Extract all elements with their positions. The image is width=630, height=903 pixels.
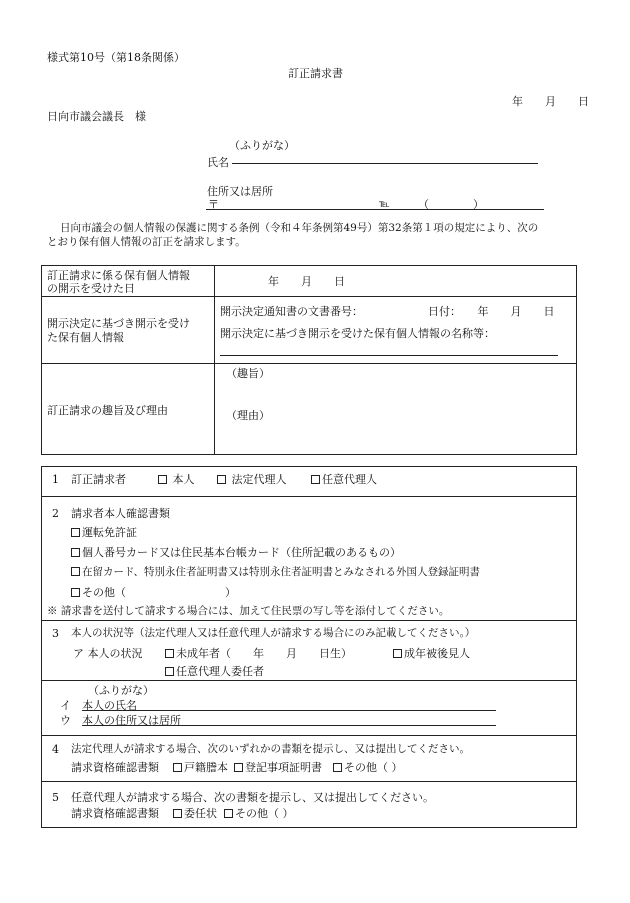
principal-status-label: 本人の状況等（法定代理人又は任意代理人が請求する場合にのみ記載してください。） xyxy=(71,627,476,639)
furigana-label: （ふりがな） xyxy=(229,139,295,152)
checkbox-icon[interactable] xyxy=(173,809,182,818)
voluntary-rep-docs-label: 請求資格確認書類 xyxy=(71,807,159,820)
checkbox-icon[interactable] xyxy=(217,475,226,484)
table2-row-separator xyxy=(41,496,577,497)
disclosure-date-label: 訂正請求に係る保有個人情報 xyxy=(47,269,190,282)
table2-row-separator xyxy=(41,620,577,621)
principal-name-field[interactable] xyxy=(82,710,496,711)
item-i-mark: イ xyxy=(60,699,71,712)
address-field[interactable] xyxy=(206,209,544,210)
reason-field[interactable]: （理由） xyxy=(226,409,270,422)
identity-docs-label: 請求者本人確認書類 xyxy=(71,507,170,520)
requester-self-option[interactable]: 本人 xyxy=(158,474,195,485)
section-3-number: 3 xyxy=(52,627,59,640)
table2-row-separator xyxy=(41,680,577,681)
doc-family-register[interactable]: 戸籍謄本 xyxy=(173,762,228,773)
address-label: 住所又は居所 xyxy=(207,185,273,198)
section-2-number: 2 xyxy=(52,507,59,520)
disclosed-info-name-label: 開示決定に基づき開示を受けた保有個人情報の名称等： xyxy=(220,327,495,340)
disclosed-info-label: た保有個人情報 xyxy=(47,331,124,344)
checkbox-icon[interactable] xyxy=(173,763,182,772)
disclosed-info-label: 開示決定に基づき開示を受け xyxy=(47,317,190,330)
section-1-number: 1 xyxy=(52,473,59,486)
doc-voluntary-rep-other[interactable]: その他（ ） xyxy=(224,808,294,819)
checkbox-icon[interactable] xyxy=(158,475,167,484)
mail-request-note: ※ 請求書を送付して請求する場合には、加えて住民票の写し等を添付してください。 xyxy=(47,605,450,617)
id-doc-drivers-license[interactable]: 運転免許証 xyxy=(71,527,137,538)
intro-line-2: とおり保有個人情報の訂正を請求します。 xyxy=(47,236,246,248)
checkbox-icon[interactable] xyxy=(71,567,80,576)
requester-label: 訂正請求者 xyxy=(71,473,126,486)
id-doc-other[interactable]: その他（ ） xyxy=(71,587,236,598)
checkbox-icon[interactable] xyxy=(71,528,80,537)
section-5-number: 5 xyxy=(52,791,59,804)
legal-rep-docs-instruction: 法定代理人が請求する場合、次のいずれかの書類を提示し、又は提出してください。 xyxy=(71,743,470,755)
table2-row-separator xyxy=(41,735,577,736)
doc-power-of-attorney[interactable]: 委任状 xyxy=(173,808,217,819)
tel-paren: （ ） xyxy=(418,198,484,211)
postal-mark: 〒 xyxy=(208,198,219,211)
intro-line-1: 日向市議会の個人情報の保護に関する条例（令和４年条例第49号）第32条第１項の規定により、次の xyxy=(60,222,539,234)
table1-row-separator xyxy=(41,363,577,364)
principal-address-label: 本人の住所又は居所 xyxy=(82,714,181,727)
principal-address-field[interactable] xyxy=(82,725,496,726)
table2-row-separator xyxy=(41,781,577,782)
checkbox-icon[interactable] xyxy=(71,588,80,597)
form-number: 様式第10号（第18条関係） xyxy=(47,51,185,64)
disclosed-info-name-field[interactable] xyxy=(220,355,558,356)
table1-divider xyxy=(214,265,215,455)
doc-registry-certificate[interactable]: 登記事項証明書 xyxy=(234,762,322,773)
status-principal-option[interactable]: 任意代理人委任者 xyxy=(165,666,264,677)
checkbox-icon[interactable] xyxy=(333,763,342,772)
principal-name-label: 本人の氏名 xyxy=(82,699,137,712)
item-u-mark: ウ xyxy=(60,714,71,727)
status-minor-option[interactable]: 未成年者（ 年 月 日生） xyxy=(165,648,352,659)
checkbox-icon[interactable] xyxy=(311,475,320,484)
checkbox-icon[interactable] xyxy=(71,548,80,557)
notice-date-field[interactable]: 日付： 年 月 日 xyxy=(428,305,555,318)
notice-doc-number-field[interactable]: 開示決定通知書の文書番号： xyxy=(220,305,363,318)
legal-rep-docs-label: 請求資格確認書類 xyxy=(71,761,159,774)
checkbox-icon[interactable] xyxy=(224,809,233,818)
name-field[interactable] xyxy=(232,163,538,164)
status-adult-ward-option[interactable]: 成年被後見人 xyxy=(393,648,470,659)
checkbox-icon[interactable] xyxy=(165,667,174,676)
checkbox-icon[interactable] xyxy=(393,649,402,658)
principal-status-sub-label: ア 本人の状況 xyxy=(73,647,143,660)
purpose-field[interactable]: （趣旨） xyxy=(226,367,270,380)
requester-legal-rep-option[interactable]: 法定代理人 xyxy=(217,474,287,485)
id-doc-residence-card[interactable]: 在留カード、特別永住者証明書又は特別永住者証明書とみなされる外国人登録証明書 xyxy=(71,567,480,578)
tel-mark: ℡ xyxy=(379,199,390,210)
disclosure-date-field[interactable]: 年 月 日 xyxy=(268,275,345,288)
form-date[interactable]: 年 月 日 xyxy=(512,95,589,108)
checkbox-icon[interactable] xyxy=(165,649,174,658)
requester-voluntary-rep-option[interactable]: 任意代理人 xyxy=(311,474,377,485)
section-4-number: 4 xyxy=(52,743,59,756)
doc-legal-rep-other[interactable]: その他（ ） xyxy=(333,762,403,773)
checkbox-icon[interactable] xyxy=(234,763,243,772)
name-label: 氏名 xyxy=(207,156,229,169)
table1-row-separator xyxy=(41,296,577,297)
principal-furigana-label: （ふりがな） xyxy=(88,684,154,697)
id-doc-my-number-card[interactable]: 個人番号カード又は住民基本台帳カード（住所記載のあるもの） xyxy=(71,547,401,558)
addressee: 日向市議会議長 様 xyxy=(47,110,146,123)
voluntary-rep-docs-instruction: 任意代理人が請求する場合、次の書類を提示し、又は提出してください。 xyxy=(71,791,434,804)
disclosure-date-label: の開示を受けた日 xyxy=(47,282,135,295)
form-title: 訂正請求書 xyxy=(288,67,343,80)
correction-purpose-reason-label: 訂正請求の趣旨及び理由 xyxy=(47,404,168,417)
